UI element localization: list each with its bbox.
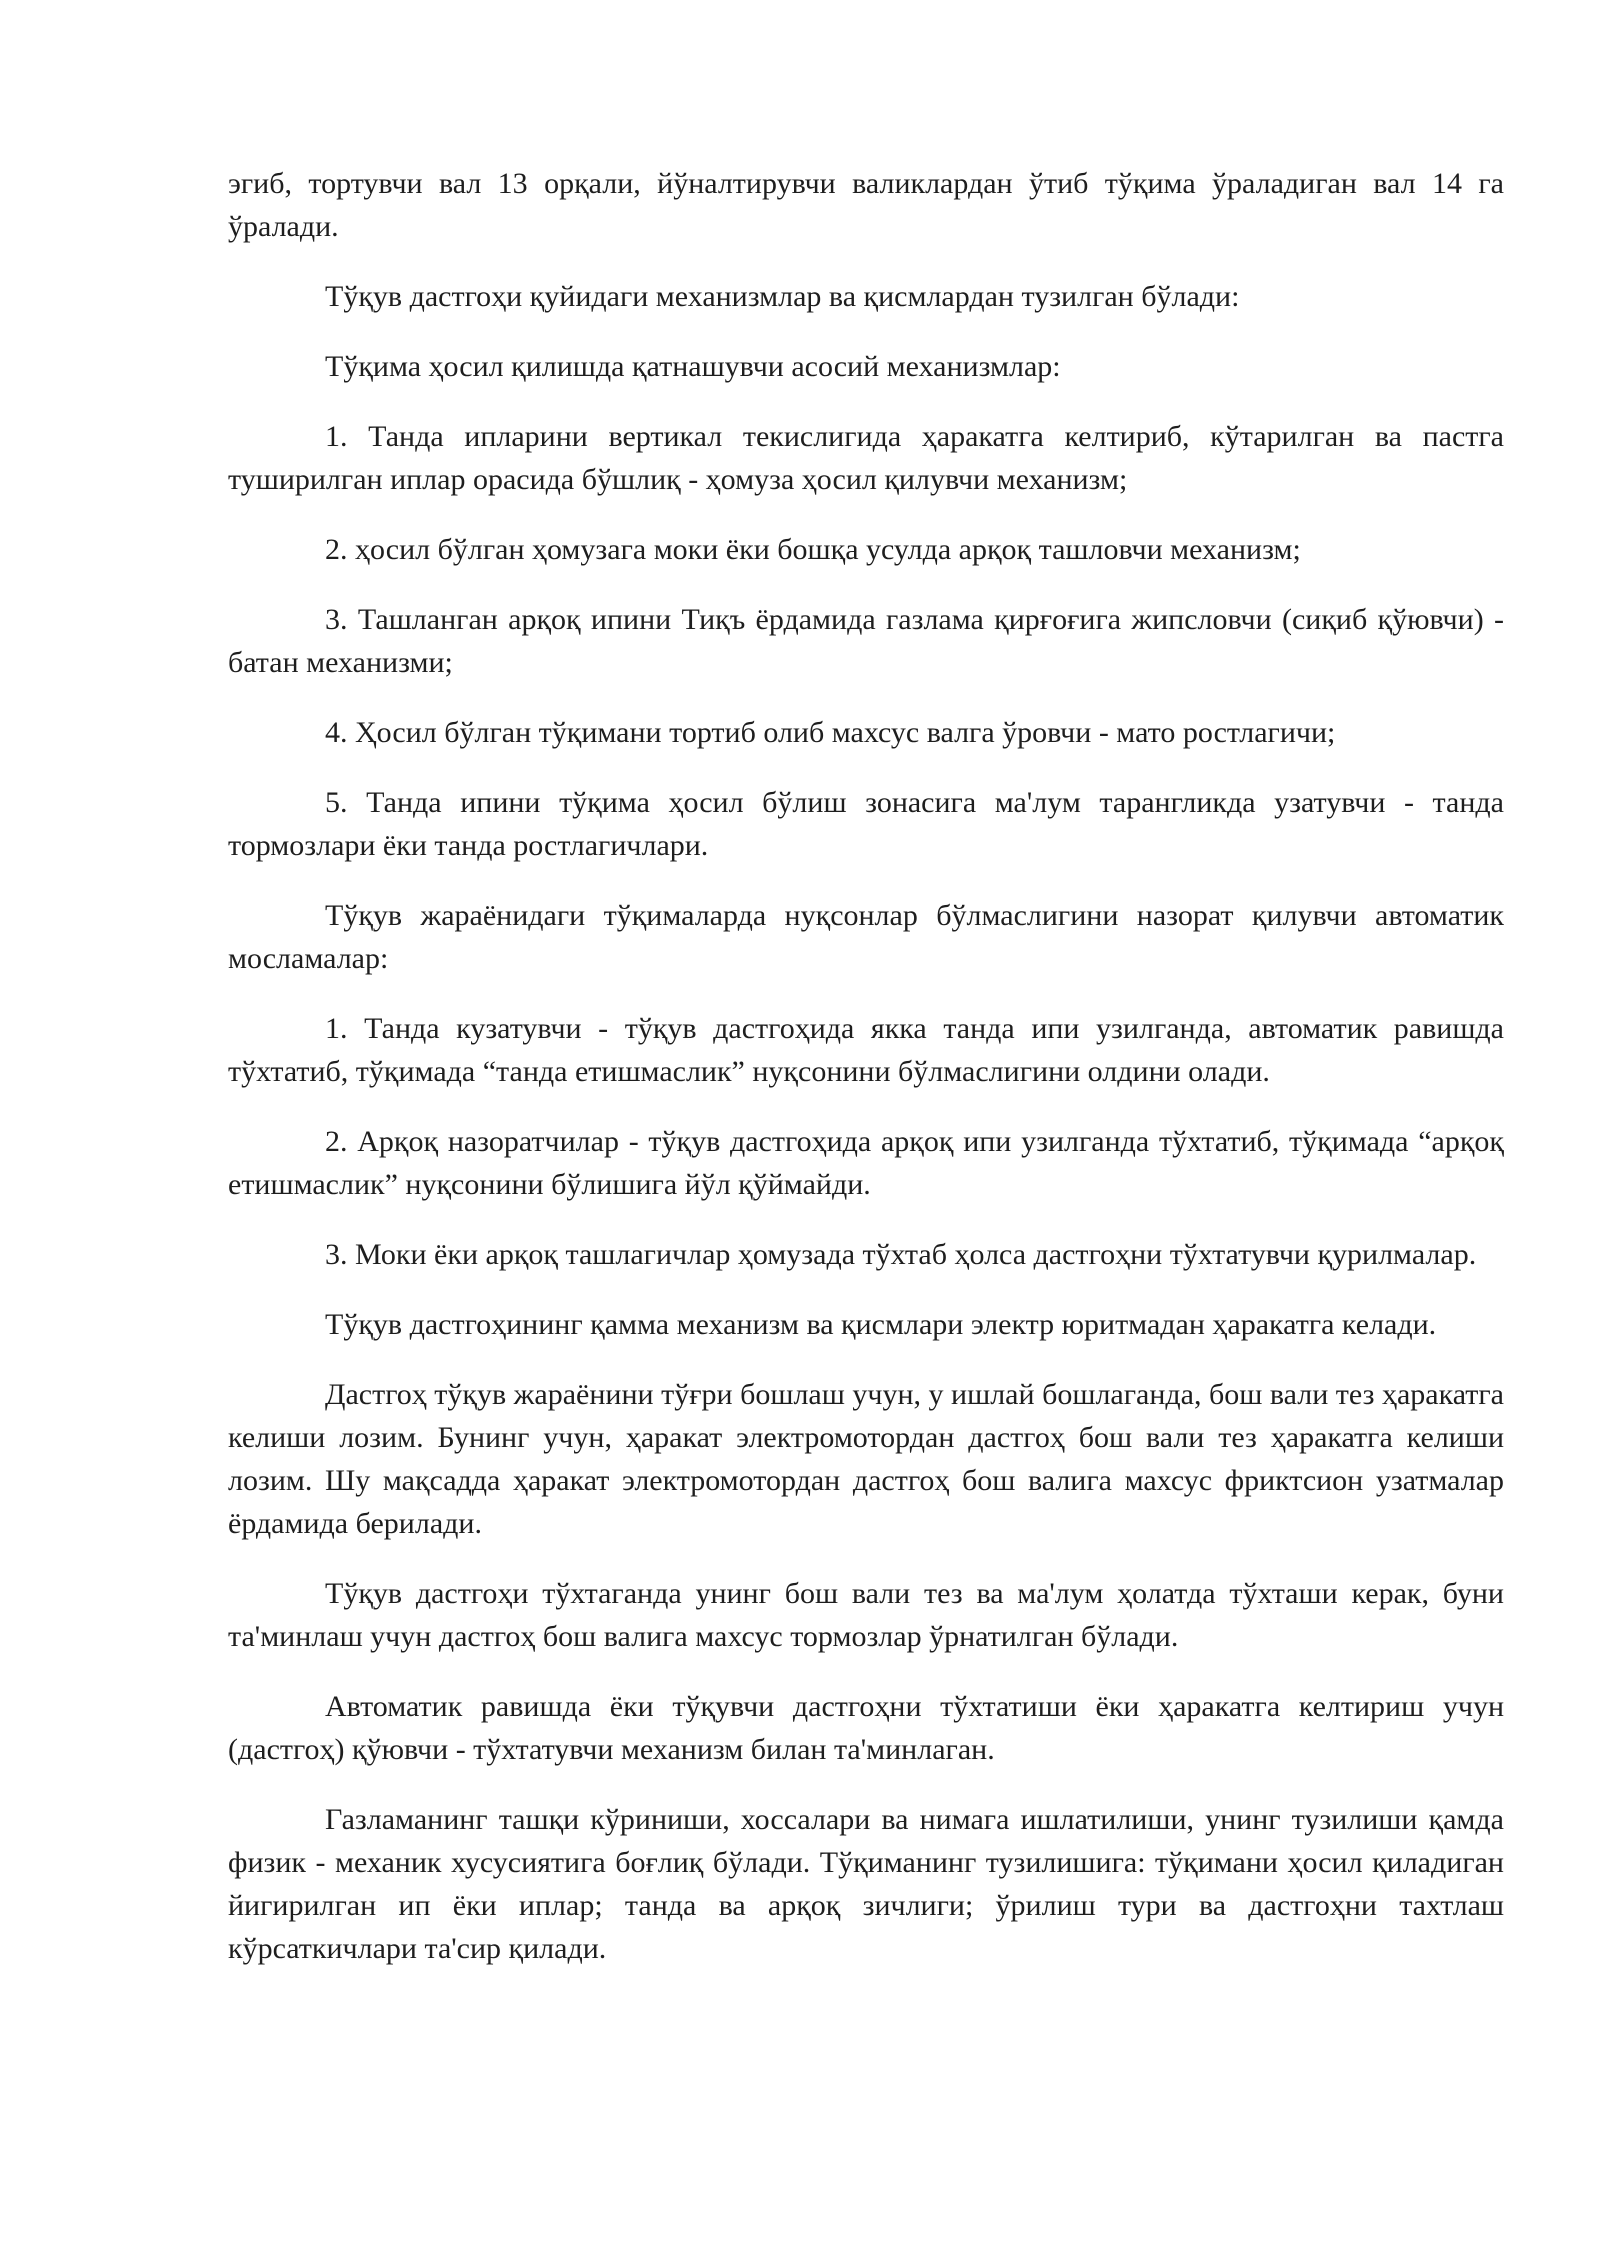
- paragraph-continuation: эгиб, тортувчи вал 13 орқали, йўналтирувчи валиклардан ўтиб тўқима ўраладиган вал 14 га ўралади.: [228, 167, 1504, 243]
- list-item-shedding-mechanism: 1. Танда ипларини вертикал текислигида ҳаракатга келтириб, кўтарилган ва пастга туширилган иплар орасида бўшлиқ - ҳомуза ҳосил қилувчи механизм;: [228, 420, 1504, 496]
- list-item-warp-stop-motion: 1. Танда кузатувчи - тўқув дастгоҳида якка танда ипи узилганда, автоматик равишда тўхтатиб, тўқимада “танда етишмаслик” нуқсонини бўлмаслигини олдини олади.: [228, 1012, 1504, 1088]
- paragraph-start-stop-mechanism: Автоматик равишда ёки тўқувчи дастгоҳни тўхтатиши ёки ҳаракатга келтириш учун (дастгоҳ) қўювчи - тўхтатувчи механизм билан та'минлаган.: [228, 1690, 1504, 1766]
- list-item-shuttle-stop-devices: 3. Моки ёки арқоқ ташлагичлар ҳомузада тўхтаб ҳолса дастгоҳни тўхтатувчи қурилмалар.: [325, 1238, 1477, 1271]
- paragraph-electric-drive: Тўқув дастгоҳининг қамма механизм ва қисмлари электр юритмадан ҳаракатга келади.: [325, 1308, 1437, 1341]
- paragraph-automatic-devices-heading: Тўқув жараёнидаги тўқималарда нуқсонлар бўлмаслигини назорат қилувчи автоматик мосламалар:: [228, 899, 1504, 975]
- paragraph-loom-composition: Тўқув дастгоҳи қуйидаги механизмлар ва қисмлардан тузилган бўлади:: [325, 280, 1240, 313]
- list-item-picking-mechanism: 2. ҳосил бўлган ҳомузага моки ёки бошқа усулда арқоқ ташловчи механизм;: [325, 533, 1301, 566]
- list-item-weft-stop-motion: 2. Арқоқ назоратчилар - тўқув дастгоҳида арқоқ ипи узилганда тўхтатиб, тўқимада “арқоқ етишмаслик” нуқсонини бўлишига йўл қўймайди.: [228, 1125, 1504, 1201]
- list-item-take-up-regulator: 4. Ҳосил бўлган тўқимани тортиб олиб махсус валга ўровчи - мато ростлагичи;: [325, 716, 1336, 749]
- paragraph-main-mechanisms-heading: Тўқима ҳосил қилишда қатнашувчи асосий механизмлар:: [325, 350, 1061, 383]
- paragraph-loom-stop-brakes: Тўқув дастгоҳи тўхтаганда унинг бош вали тез ва ма'лум ҳолатда тўхташи керак, буни та'минлаш учун дастгоҳ бош валига махсус тормозлар ўрнатилган бўлади.: [228, 1577, 1504, 1653]
- document-body: [228, 162, 1504, 1997]
- paragraph-loom-start: Дастгоҳ тўқув жараёнини тўғри бошлаш учун, у ишлай бошлаганда, бош вали тез ҳаракатга келиши лозим. Бунинг учун, ҳаракат электромотордан дастгоҳ бош вали тез ҳаракатга келиши лозим. Шу мақсадда ҳаракат электромотордан дастгоҳ бош валига махсус фриктсион узатмалар ёрдамида берилади.: [228, 1378, 1504, 1540]
- list-item-beating-mechanism: 3. Ташланган арқоқ ипини Тиқъ ёрдамида газлама қирғоғига жипсловчи (сиқиб қўювчи) - батан механизми;: [228, 603, 1504, 679]
- paragraph-fabric-structure: Газламанинг ташқи кўриниши, хоссалари ва нимага ишлатилиши, унинг тузилиши қамда физик - механик хусусиятига боғлиқ бўлади. Тўқиманинг тузилишига: тўқимани ҳосил қиладиган йигирилган ип ёки иплар; танда ва арқоқ зичлиги; ўрилиш тури ва дастгоҳни тахтлаш кўрсаткичлари та'сир қилади.: [228, 1803, 1504, 1965]
- list-item-let-off-regulator: 5. Танда ипини тўқима ҳосил бўлиш зонасига ма'лум тарангликда узатувчи - танда тормозлари ёки танда ростлагичлари.: [228, 786, 1504, 862]
